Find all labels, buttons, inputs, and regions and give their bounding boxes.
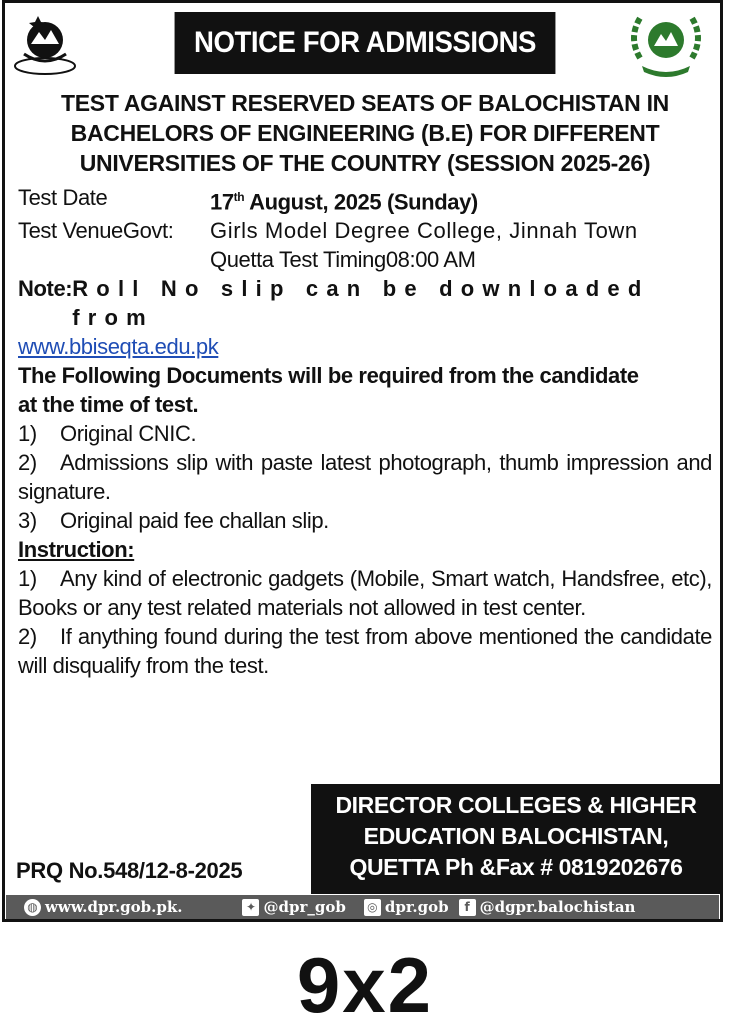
footer-website[interactable]: ◍ www.dpr.gob.pk.	[24, 898, 182, 916]
document-item: 3) Original paid fee challan slip.	[18, 508, 329, 534]
test-date-row	[18, 183, 712, 216]
headline-line: UNIVERSITIES OF THE COUNTRY (SESSION 2025-26)	[79, 150, 651, 176]
instagram-icon: ◎	[364, 899, 381, 916]
footer-bar	[6, 895, 719, 919]
test-date-label: Test Date	[18, 185, 108, 210]
test-venue-value: Girls Model Degree College, Jinnah Town Quetta Test Timing08:00 AM	[210, 218, 638, 273]
note-label: Note:	[18, 276, 73, 302]
notice-title: NOTICE FOR ADMISSIONS	[175, 12, 556, 74]
note-text: Roll No slip can be downloaded from	[72, 276, 650, 331]
document-item: 2) Admissions slip with paste latest photograph, thumb impression and signature.	[18, 450, 712, 505]
test-venue-label: Test VenueGovt:	[18, 218, 174, 244]
notice-body	[18, 183, 712, 680]
notice-headline	[30, 88, 700, 178]
ad-size-label: 9x2	[296, 941, 434, 1029]
footer-twitter[interactable]: ✦ @dpr_gob	[242, 898, 345, 916]
headline-line: TEST AGAINST RESERVED SEATS OF BALOCHISTAN IN	[61, 90, 669, 116]
government-wreath-logo	[620, 8, 712, 80]
director-signature-block: DIRECTOR COLLEGES & HIGHER EDUCATION BALOCHISTAN, QUETTA Ph &Fax # 0819202676	[311, 784, 721, 894]
footer-instagram[interactable]: ◎ dpr.gob	[364, 898, 449, 916]
roll-no-slip-link[interactable]: www.bbiseqta.edu.pk	[18, 334, 219, 360]
globe-icon: ◍	[24, 899, 41, 916]
twitter-icon: ✦	[242, 899, 259, 916]
documents-heading: The Following Documents will be required from the candidate at the time of test.	[18, 363, 639, 418]
headline-line: BACHELORS OF ENGINEERING (B.E) FOR DIFFERENT	[70, 120, 660, 146]
balochistan-emblem-logo	[12, 8, 78, 78]
test-date-value: 17th August, 2025 (Sunday)	[210, 189, 478, 215]
note-line	[18, 274, 712, 332]
footer-facebook[interactable]: f @dgpr.balochistan	[459, 898, 636, 916]
instruction-item: 2) If anything found during the test from above mentioned the candidate will disqualify from the test.	[18, 624, 712, 679]
facebook-icon: f	[459, 899, 476, 916]
instruction-heading: Instruction:	[18, 537, 135, 563]
prq-number: PRQ No.548/12-8-2025	[16, 858, 243, 883]
document-item: 1) Original CNIC.	[18, 421, 197, 447]
instruction-item: 1) Any kind of electronic gadgets (Mobile, Smart watch, Handsfree, etc), Books or any test related materials not allowed in test center.	[18, 566, 712, 621]
test-venue-row	[18, 216, 712, 274]
